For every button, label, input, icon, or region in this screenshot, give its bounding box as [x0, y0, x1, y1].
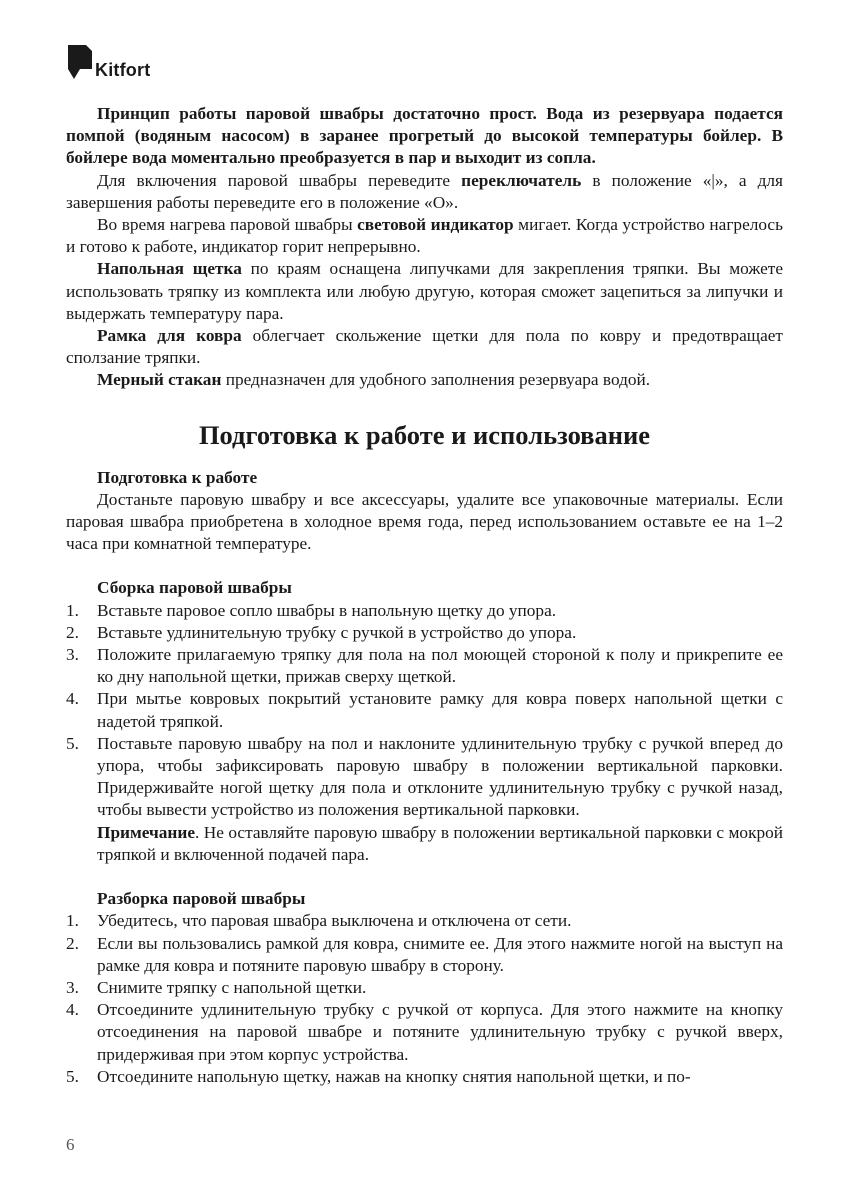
- list-item: 3. Положите прилагаемую тряпку для пола на пол моющей стороной к полу и прикрепите ее ко дну напольной щетки, прижав сверху щеткой.: [66, 645, 783, 687]
- list-item: 4. Отсоедините удлинительную трубку с ручкой от корпуса. Для этого нажмите на кнопку отсоединения на паровой швабре и потяните удлинительную трубку с ручкой вверх, придерживая при этом корпус устройства.: [66, 1000, 783, 1064]
- list-item: 5. Поставьте паровую швабру на пол и наклоните удлинительную трубку с ручкой вперед до упора, чтобы зафиксировать паровую швабру в положении вертикальной парковки. Придерживайте ногой щетку для пола и отклоните удлинительную трубку с ручкой назад, чтобы вывести устройство из положения вертикальной парковки.: [66, 733, 783, 820]
- intro-paragraph: Принцип работы паровой швабры достаточно прост. Вода из резервуара подается помпой (водяным насосом) в заранее прогретый до высокой температуры бойлер. В бойлере вода моментально преобразуется в пар и выходит из сопла.: [66, 104, 783, 168]
- kitfort-logo-icon: [66, 43, 94, 81]
- intro-paragraph: Напольная щетка по краям оснащена липучками для закрепления тряпки. Вы можете использовать тряпку из комплекта или любую другую, которая сможет зацепиться за липучки и выдержать температуру пара.: [66, 259, 783, 323]
- disassembly-list: [66, 910, 783, 1088]
- list-item: 2. Вставьте удлинительную трубку с ручкой в устройство до упора.: [66, 622, 577, 642]
- intro-paragraph: Мерный стакан предназначен для удобного заполнения резервуара водой.: [97, 370, 651, 390]
- prep-paragraph: Достаньте паровую швабру и все аксессуары, удалите все упаковочные материалы. Если паровая швабра приобретена в холодное время года, перед использованием оставьте ее на 1–2 часа при комнатной температуре.: [66, 489, 783, 554]
- prep-heading: Подготовка к работе: [97, 467, 258, 487]
- intro-paragraph: Для включения паровой швабры переведите переключатель в положение «|», а для завершения работы переведите его в положение «O».: [66, 170, 784, 212]
- intro-paragraph: Рамка для ковра облегчает скольжение щетки для пола по ковру и предотвращает сползание тряпки.: [66, 326, 783, 368]
- section-title: Подготовка к работе и использование: [198, 419, 651, 450]
- list-item: 1. Убедитесь, что паровая швабра выключена и отключена от сети.: [66, 911, 572, 931]
- disassembly-heading: Разборка паровой швабры: [97, 889, 306, 909]
- brand-logo: [66, 43, 150, 81]
- list-item: 1. Вставьте паровое сопло швабры в напольную щетку до упора.: [66, 600, 557, 620]
- page-number: 6: [66, 1135, 75, 1154]
- list-item: 2. Если вы пользовались рамкой для ковра, снимите ее. Для этого нажмите ногой на выступ на рамке для ковра и потяните паровую швабру в сторону.: [66, 933, 783, 975]
- list-item: 5. Отсоедините напольную щетку, нажав на кнопку снятия напольной щетки, и по-: [66, 1066, 691, 1086]
- assembly-heading: Сборка паровой швабры: [97, 578, 292, 598]
- assembly-list: [66, 600, 783, 822]
- assembly-note: Примечание. Не оставляйте паровую швабру в положении вертикальной парковки с мокрой тряпкой и включенной подачей пара.: [97, 822, 783, 864]
- intro-section: [66, 103, 783, 392]
- page-content: [66, 103, 783, 1088]
- intro-paragraph: Во время нагрева паровой швабры световой индикатор мигает. Когда устройство нагрелось и готово к работе, индикатор горит непрерывно.: [66, 215, 783, 257]
- list-item: 3. Снимите тряпку с напольной щетки.: [66, 977, 367, 997]
- brand-name: Kitfort: [95, 60, 151, 80]
- list-item: 4. При мытье ковровых покрытий установите рамку для ковра поверх напольной щетки с надетой тряпкой.: [66, 689, 783, 731]
